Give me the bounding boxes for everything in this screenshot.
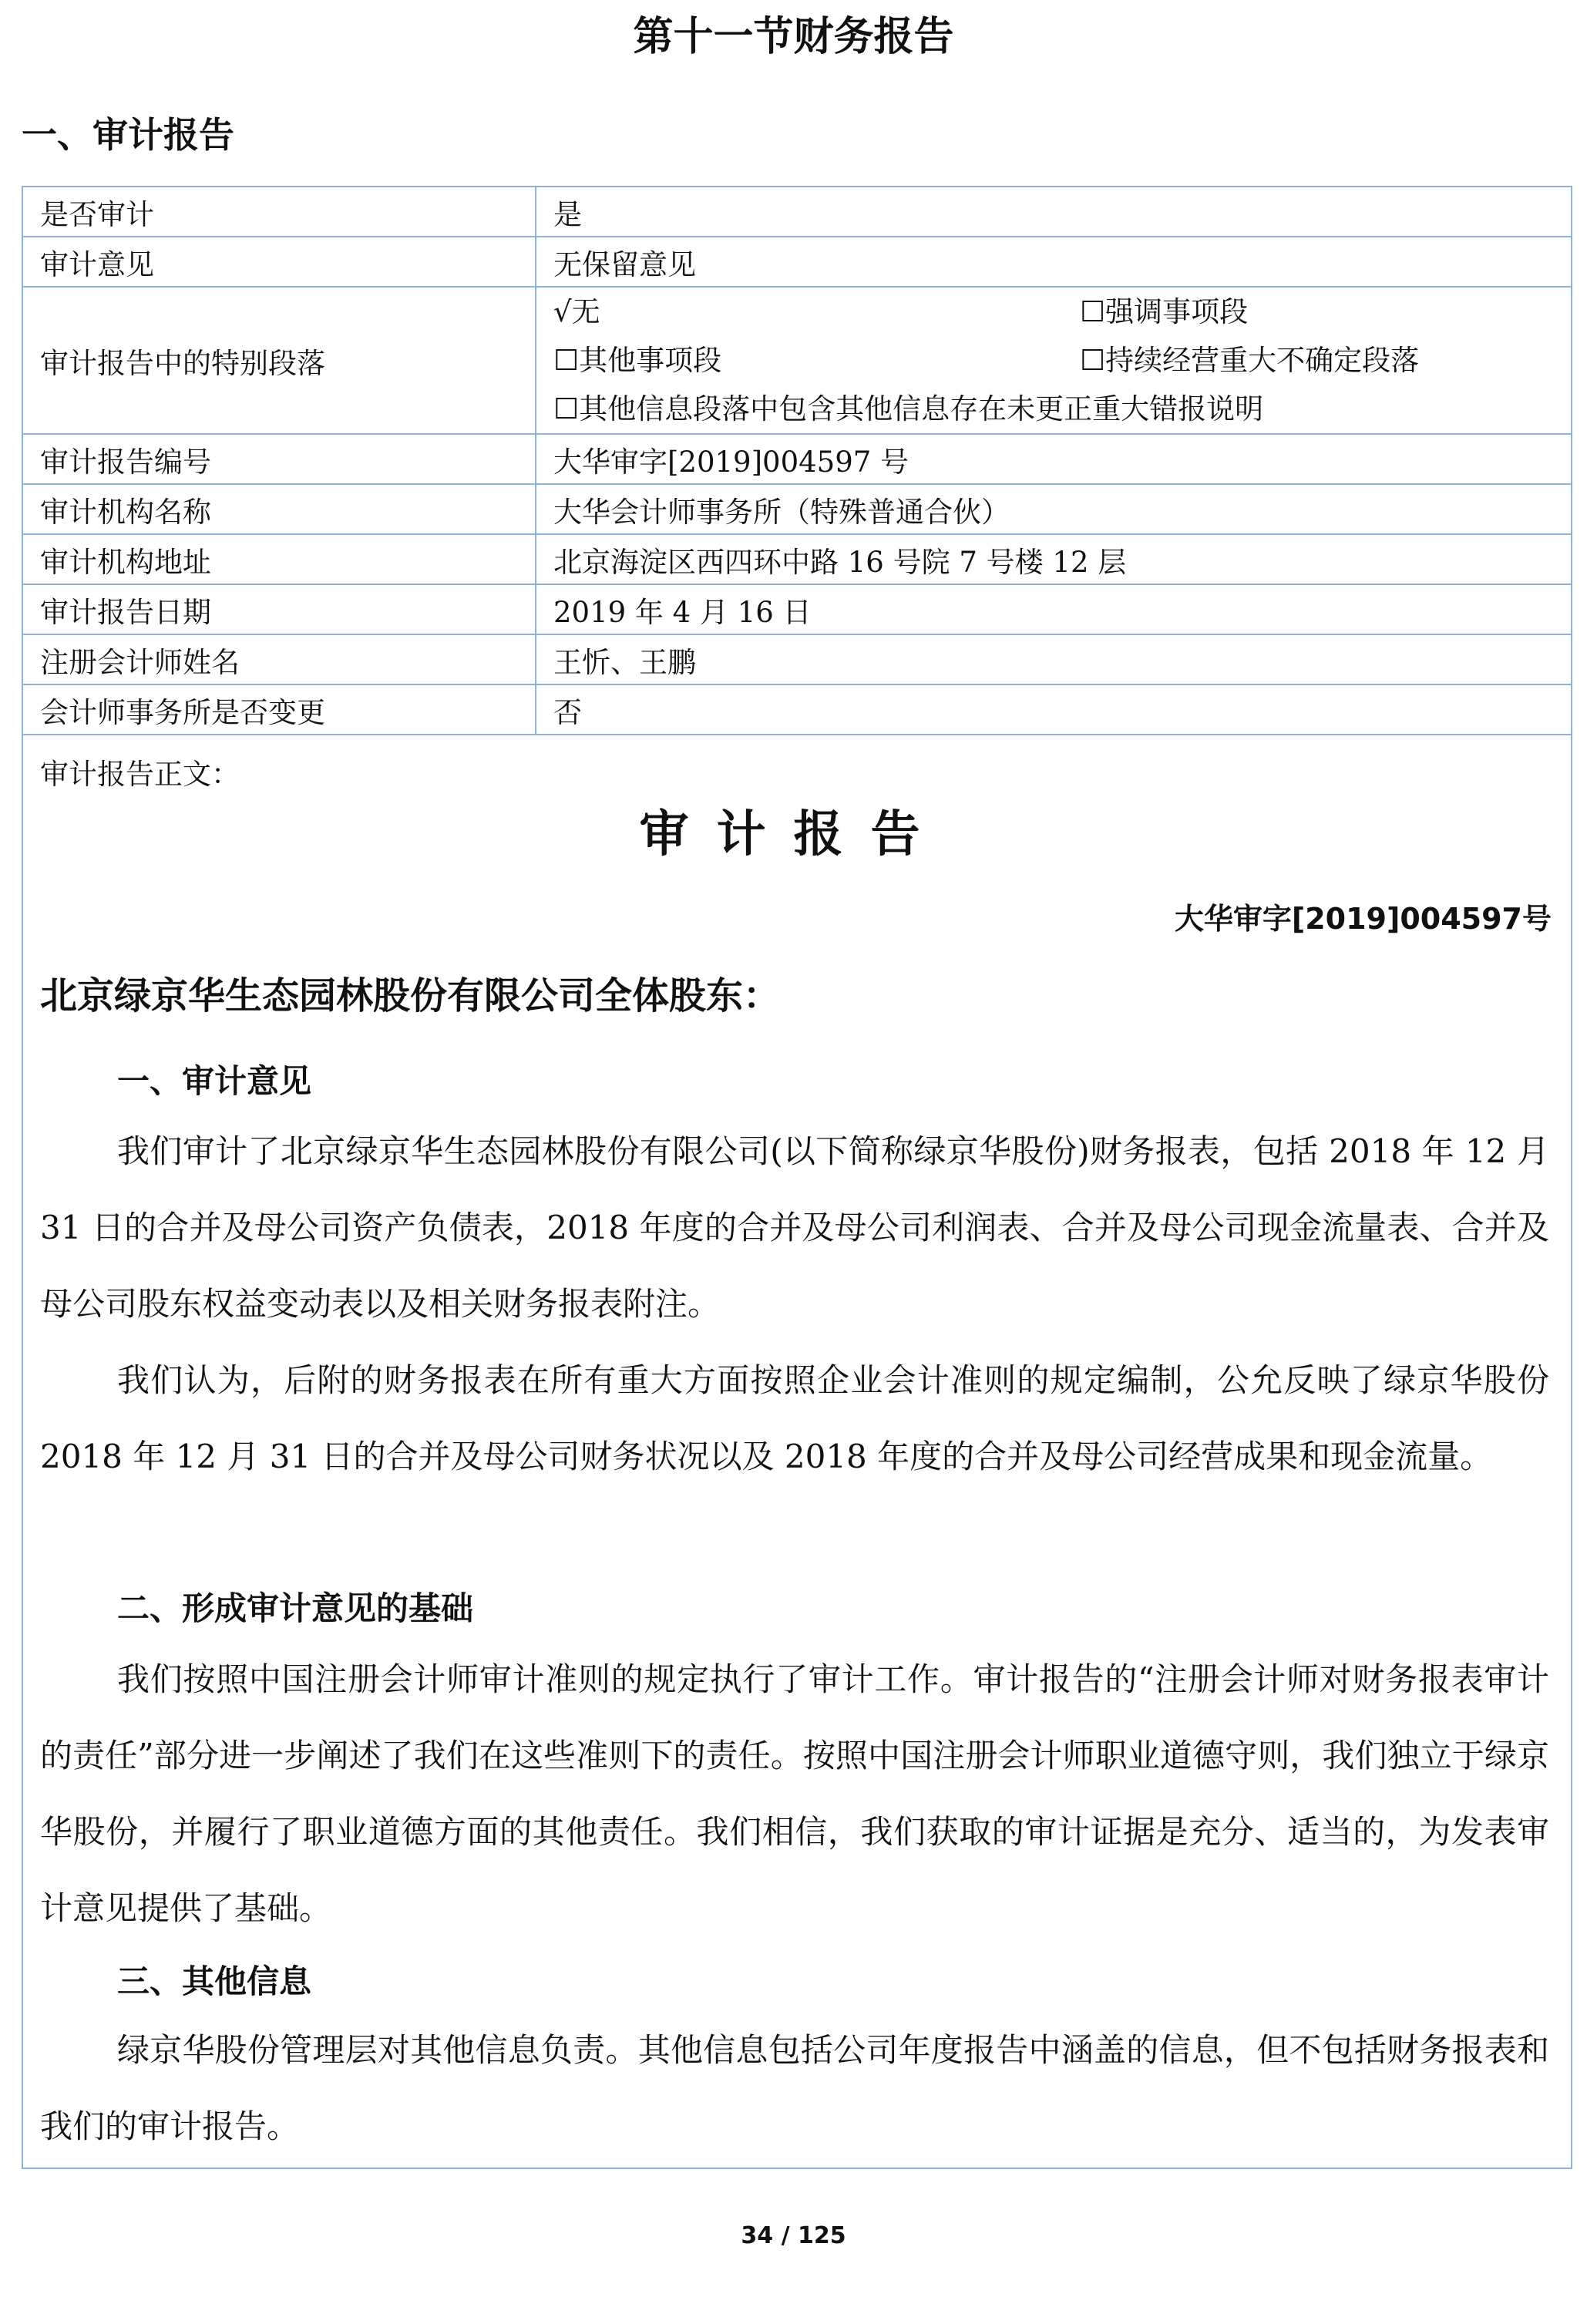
- table-row: [22, 684, 1572, 735]
- section-heading-basis: 二、形成审计意见的基础: [117, 1589, 474, 1627]
- report-addressee: 北京绿京华生态园林股份有限公司全体股东：: [40, 974, 781, 1017]
- table-row: [22, 634, 1572, 684]
- row-value: 大华会计师事务所（特殊普通合伙）: [536, 484, 1572, 534]
- section-heading-opinion: 一、审计意见: [117, 1062, 312, 1100]
- row-label: 审计报告日期: [22, 584, 536, 634]
- row-label: 会计师事务所是否变更: [22, 684, 536, 735]
- row-value: 否: [536, 684, 1572, 735]
- row-label: 审计报告中的特别段落: [22, 287, 536, 434]
- special-paragraph-options: [536, 287, 1572, 434]
- row-value: 2019 年 4 月 16 日: [536, 584, 1572, 634]
- row-value: 大华审字[2019]004597 号: [536, 434, 1572, 484]
- option-other-matter: ☐其他事项段: [553, 344, 722, 377]
- page-number: 34 / 125: [741, 2222, 846, 2249]
- option-none-checked: √无: [553, 295, 600, 328]
- table-row: [22, 287, 1572, 434]
- report-body-label: 审计报告正文：: [40, 758, 240, 791]
- audit-info-table: [22, 186, 1572, 735]
- table-row: [22, 534, 1572, 584]
- report-title: 审计报告: [639, 806, 948, 863]
- paragraph-basis: 我们按照中国注册会计师审计准则的规定执行了审计工作。审计报告的“注册会计师对财务报表审计的责任”部分进一步阐述了我们在这些准则下的责任。按照中国注册会计师职业道德守则，我们独立于绿京华股份，并履行了职业道德方面的其他责任。我们相信，我们获取的审计证据是充分、适当的，为发表审计意见提供了基础。: [40, 1660, 1549, 1927]
- option-other-information: ☐其他信息段落中包含其他信息存在未更正重大错报说明: [553, 392, 1264, 425]
- row-value: 无保留意见: [536, 237, 1572, 287]
- chapter-title: 第十一节财务报告: [633, 14, 954, 60]
- table-row: [22, 484, 1572, 534]
- table-row: [22, 187, 1572, 237]
- row-value: 北京海淀区西四环中路 16 号院 7 号楼 12 层: [536, 534, 1572, 584]
- row-label: 注册会计师姓名: [22, 634, 536, 684]
- row-label: 审计机构地址: [22, 534, 536, 584]
- row-label: 是否审计: [22, 187, 536, 237]
- row-value: 是: [536, 187, 1572, 237]
- table-row: [22, 584, 1572, 634]
- paragraph-other-info: 绿京华股份管理层对其他信息负责。其他信息包括公司年度报告中涵盖的信息，但不包括财务报表和我们的审计报告。: [40, 2031, 1549, 2145]
- option-going-concern: ☐持续经营重大不确定段落: [1080, 344, 1420, 377]
- table-row: [22, 434, 1572, 484]
- row-label: 审计报告编号: [22, 434, 536, 484]
- section-title: 一、审计报告: [22, 114, 234, 156]
- paragraph-opinion-1: 我们审计了北京绿京华生态园林股份有限公司(以下简称绿京华股份)财务报表，包括 2018 年 12 月 31 日的合并及母公司资产负债表，2018 年度的合并及母公司利润表、合并及母公司现金流量表、合并及母公司股东权益变动表以及相关财务报表附注。: [40, 1132, 1549, 1323]
- row-label: 审计机构名称: [22, 484, 536, 534]
- option-emphasis-matter: ☐强调事项段: [1080, 295, 1249, 328]
- paragraph-opinion-2: 我们认为，后附的财务报表在所有重大方面按照企业会计准则的规定编制，公允反映了绿京华股份 2018 年 12 月 31 日的合并及母公司财务状况以及 2018 年度的合并及母公司经营成果和现金流量。: [40, 1361, 1549, 1475]
- report-number: 大华审字[2019]004597号: [1174, 902, 1552, 936]
- section-heading-other-info: 三、其他信息: [117, 1962, 312, 2000]
- row-value: 王忻、王鹏: [536, 634, 1572, 684]
- table-row: [22, 237, 1572, 287]
- row-label: 审计意见: [22, 237, 536, 287]
